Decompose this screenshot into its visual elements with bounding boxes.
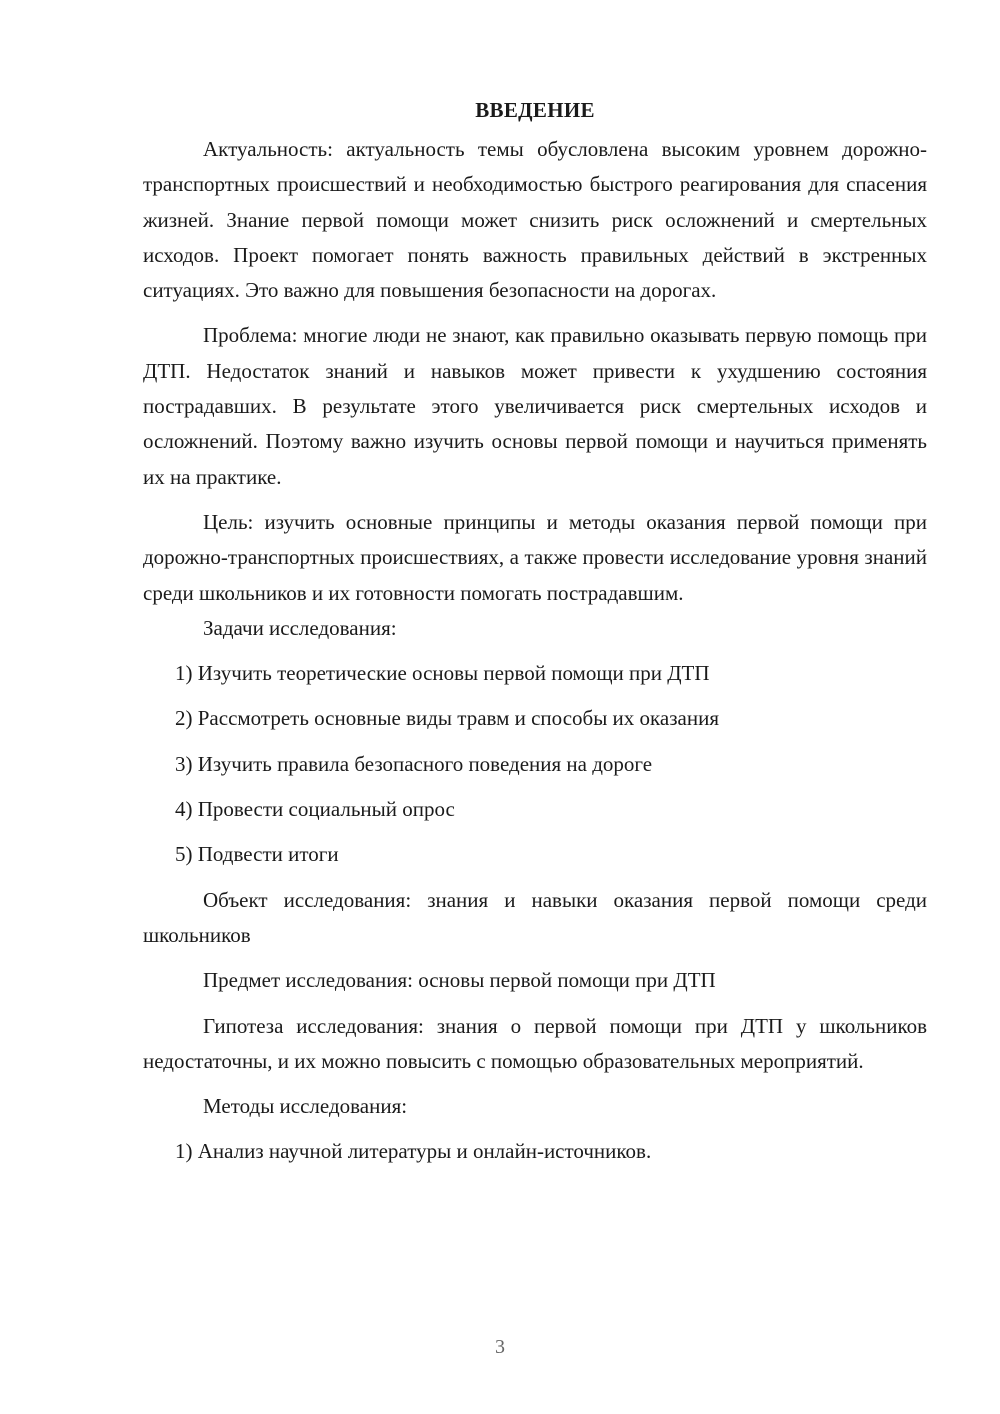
page-title: ВВЕДЕНИЕ [475, 98, 595, 122]
document-page [143, 96, 927, 1170]
subject-paragraph: Предмет исследования: основы первой помощи при ДТП [203, 968, 716, 993]
methods-heading: Методы исследования: [203, 1094, 408, 1119]
task-item-5: 5) Подвести итоги [175, 842, 339, 867]
task-item-4: 4) Провести социальный опрос [175, 797, 455, 822]
page-number: 3 [495, 1336, 505, 1358]
object-paragraph: Объект исследования: знания и навыки оказания первой помощи среди школьников [143, 887, 927, 947]
task-item-3: 3) Изучить правила безопасного поведения на дороге [175, 751, 653, 776]
tasks-heading: Задачи исследования: [203, 615, 397, 640]
hypothesis-paragraph: Гипотеза исследования: знания о первой помощи при ДТП у школьников недостаточны, и их можно повысить с помощью образовательных мероприятий. [143, 1013, 927, 1073]
problem-paragraph: Проблема: многие люди не знают, как правильно оказывать первую помощь при ДТП. Недостаток знаний и навыков может привести к ухудшению состояния пострадавших. В результате этого увеличивается риск смертельных исходов и осложнений. Поэтому важно изучить основы первой помощи и научиться применять их на практике. [143, 323, 927, 489]
goal-paragraph: Цель: изучить основные принципы и методы оказания первой помощи при дорожно-транспортных происшествиях, а также провести исследование уровня знаний среди школьников и их готовности помогать пострадавшим. [143, 509, 927, 605]
relevance-paragraph: Актуальность: актуальность темы обусловлена высоким уровнем дорожно-транспортных происшествий и необходимостью быстрого реагирования для спасения жизней. Знание первой помощи может снизить риск осложнений и смертельных исходов. Проект помогает понять важность правильных действий в экстренных ситуациях. Это важно для повышения безопасности на дорогах. [143, 137, 927, 303]
task-item-1: 1) Изучить теоретические основы первой помощи при ДТП [175, 661, 710, 686]
task-item-2: 2) Рассмотреть основные виды травм и способы их оказания [175, 706, 720, 731]
method-item-1: 1) Анализ научной литературы и онлайн-источников. [175, 1139, 652, 1164]
